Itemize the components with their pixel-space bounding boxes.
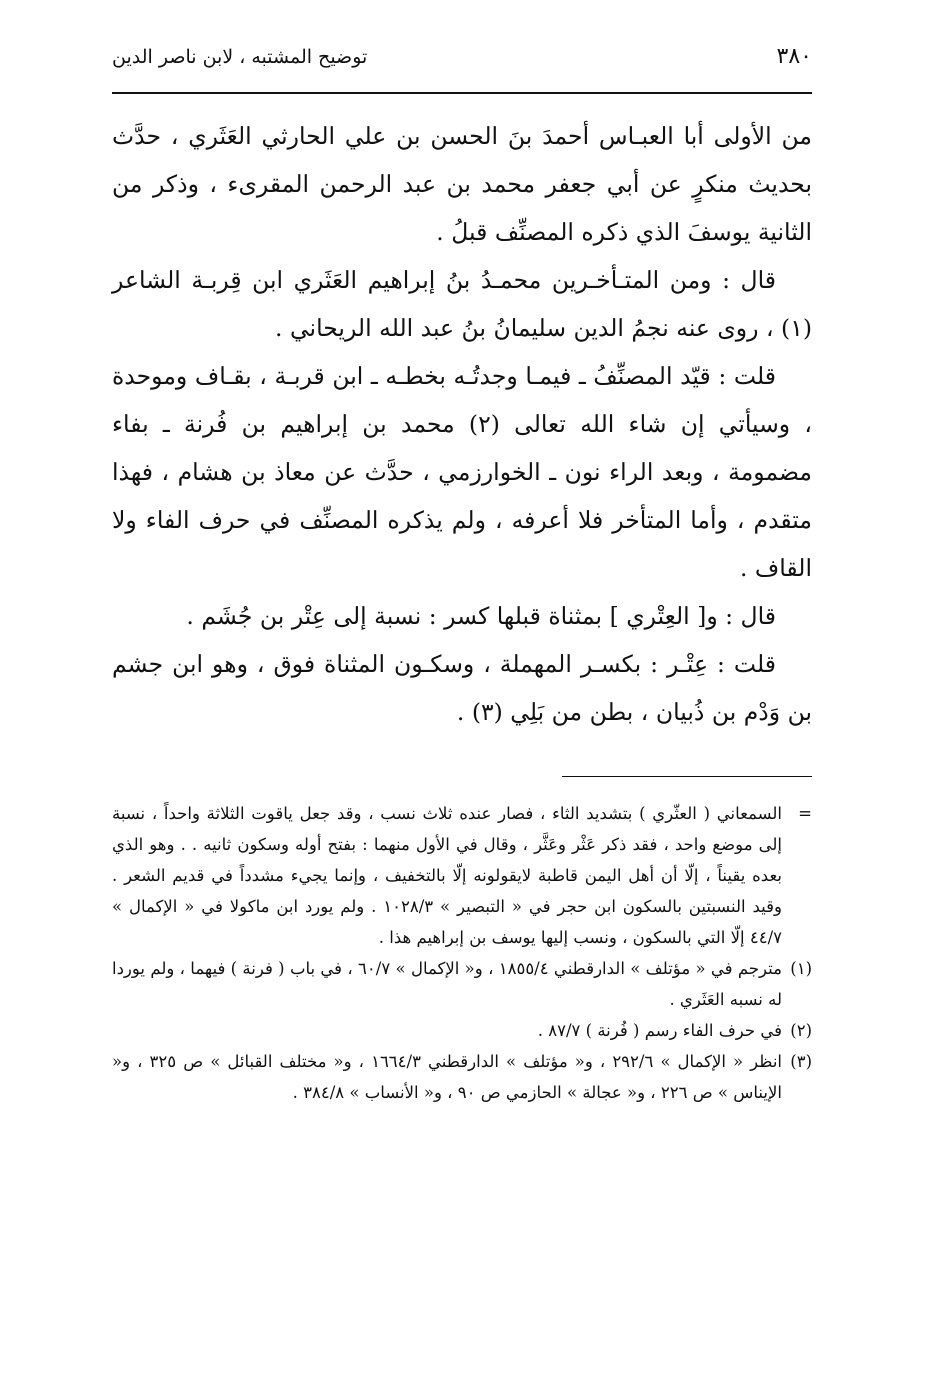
footnote bbox=[112, 1046, 812, 1108]
body-paragraph: قال : و[ العِتْري ] بمثناة قبلها كسر : نسبة إلى عِتْر بن جُشَم . bbox=[186, 602, 776, 630]
footnote-text: انظر « الإكمال » ٢٩٢/٦ ، و« مؤتلف » الدارقطني ١٦٦٤/٣ ، و« مختلف القبائل » ص ٣٢٥ ، و« الإيناس » ص ٢٢٦ ، و« عجالة » الحازمي ص ٩٠ ، و« الأنساب » ٣٨٤/٨ . bbox=[112, 1052, 782, 1102]
body-paragraph: من الأولى أبا العبـاس أحمدَ بنَ الحسن بن علي الحارثي العَثَري ، حدَّث بحديث منكرٍ عن أبي جعفر محمد بن عبد الرحمن المقرىء ، وذكر من الثانية يوسفَ الذي ذكره المصنِّف قبلُ . bbox=[112, 122, 812, 246]
main-text bbox=[112, 112, 812, 736]
footnote-text: السمعاني ( العثّري ) بتشديد الثاء ، فصار عنده ثلاث نسب ، وقد جعل ياقوت الثلاثة واحداً ، نسبة إلى موضع واحد ، فقد ذكر عَثْر وعَثَّر ، وقال في الأول منهما : بفتح أوله وسكون ثانيه . . وهو الذي بعده يقيناً ، إلّا أن أهل اليمن قاطبة لايقولونه إلّا بالتخفيف ، وإنما يجيء مشدداً في قديم الشعر . وقيد النسبتين بالسكون ابن حجر في « التبصير » ١٠٢٨/٣ . ولم يورد ابن ماكولا في « الإكمال » ٤٤/٧ إلّا التي بالسكون ، ونسب إليها يوسف بن إبراهيم هذا . bbox=[112, 804, 782, 947]
page-header bbox=[112, 38, 812, 94]
footnote-mark: (١) bbox=[790, 959, 812, 978]
body-paragraph: قلت : عِتْـر : بكسـر المهملة ، وسكـون المثناة فوق ، وهو ابن جشم بن وَدْم بن ذُبيان ، بطن من بَلِي (٣) . bbox=[112, 650, 812, 726]
body-paragraph: قال : ومن المتـأخـرين محمـدُ بنُ إبراهيم العَثَري ابن قِربـة الشاعر (١) ، روى عنه نجمُ الدين سليمانُ بنُ عبد الله الريحاني . bbox=[112, 266, 812, 342]
page-number: ٣٨٠ bbox=[776, 44, 812, 69]
running-title: توضيح المشتبه ، لابن ناصر الدين bbox=[112, 46, 368, 68]
footnote bbox=[112, 1015, 812, 1046]
footnote-mark: (٢) bbox=[790, 1021, 812, 1040]
footnote-text: في حرف الفاء رسم ( فُرنة ) ٨٧/٧ . bbox=[537, 1021, 782, 1040]
footnote-text: مترجم في « مؤتلف » الدارقطني ١٨٥٥/٤ ، و« الإكمال » ٦٠/٧ ، في باب ( فرنة ) فيهما ، ولم يوردا له نسبه العَثَري . bbox=[112, 959, 782, 1009]
footnote-separator bbox=[562, 776, 812, 777]
footnotes bbox=[112, 798, 812, 1108]
footnote-continuation bbox=[112, 798, 812, 953]
body-paragraph: قلت : قيّد المصنِّفُ ـ فيمـا وجدتُـه بخطـه ـ ابن قربـة ، بقـاف وموحدة ، وسيأتي إن شاء الله تعالى (٢) محمد بن إبراهيم بن فُرنة ـ بفاء مضمومة ، وبعد الراء نون ـ الخوارزمي ، حدَّث عن معاذ بن هشام ، فهذا متقدم ، وأما المتأخر فلا أعرفه ، ولم يذكره المصنِّف في حرف الفاء ولا القاف . bbox=[112, 362, 813, 582]
footnote bbox=[112, 953, 812, 1015]
footnote-mark: (٣) bbox=[790, 1052, 812, 1071]
footnote-mark: = bbox=[798, 804, 812, 823]
